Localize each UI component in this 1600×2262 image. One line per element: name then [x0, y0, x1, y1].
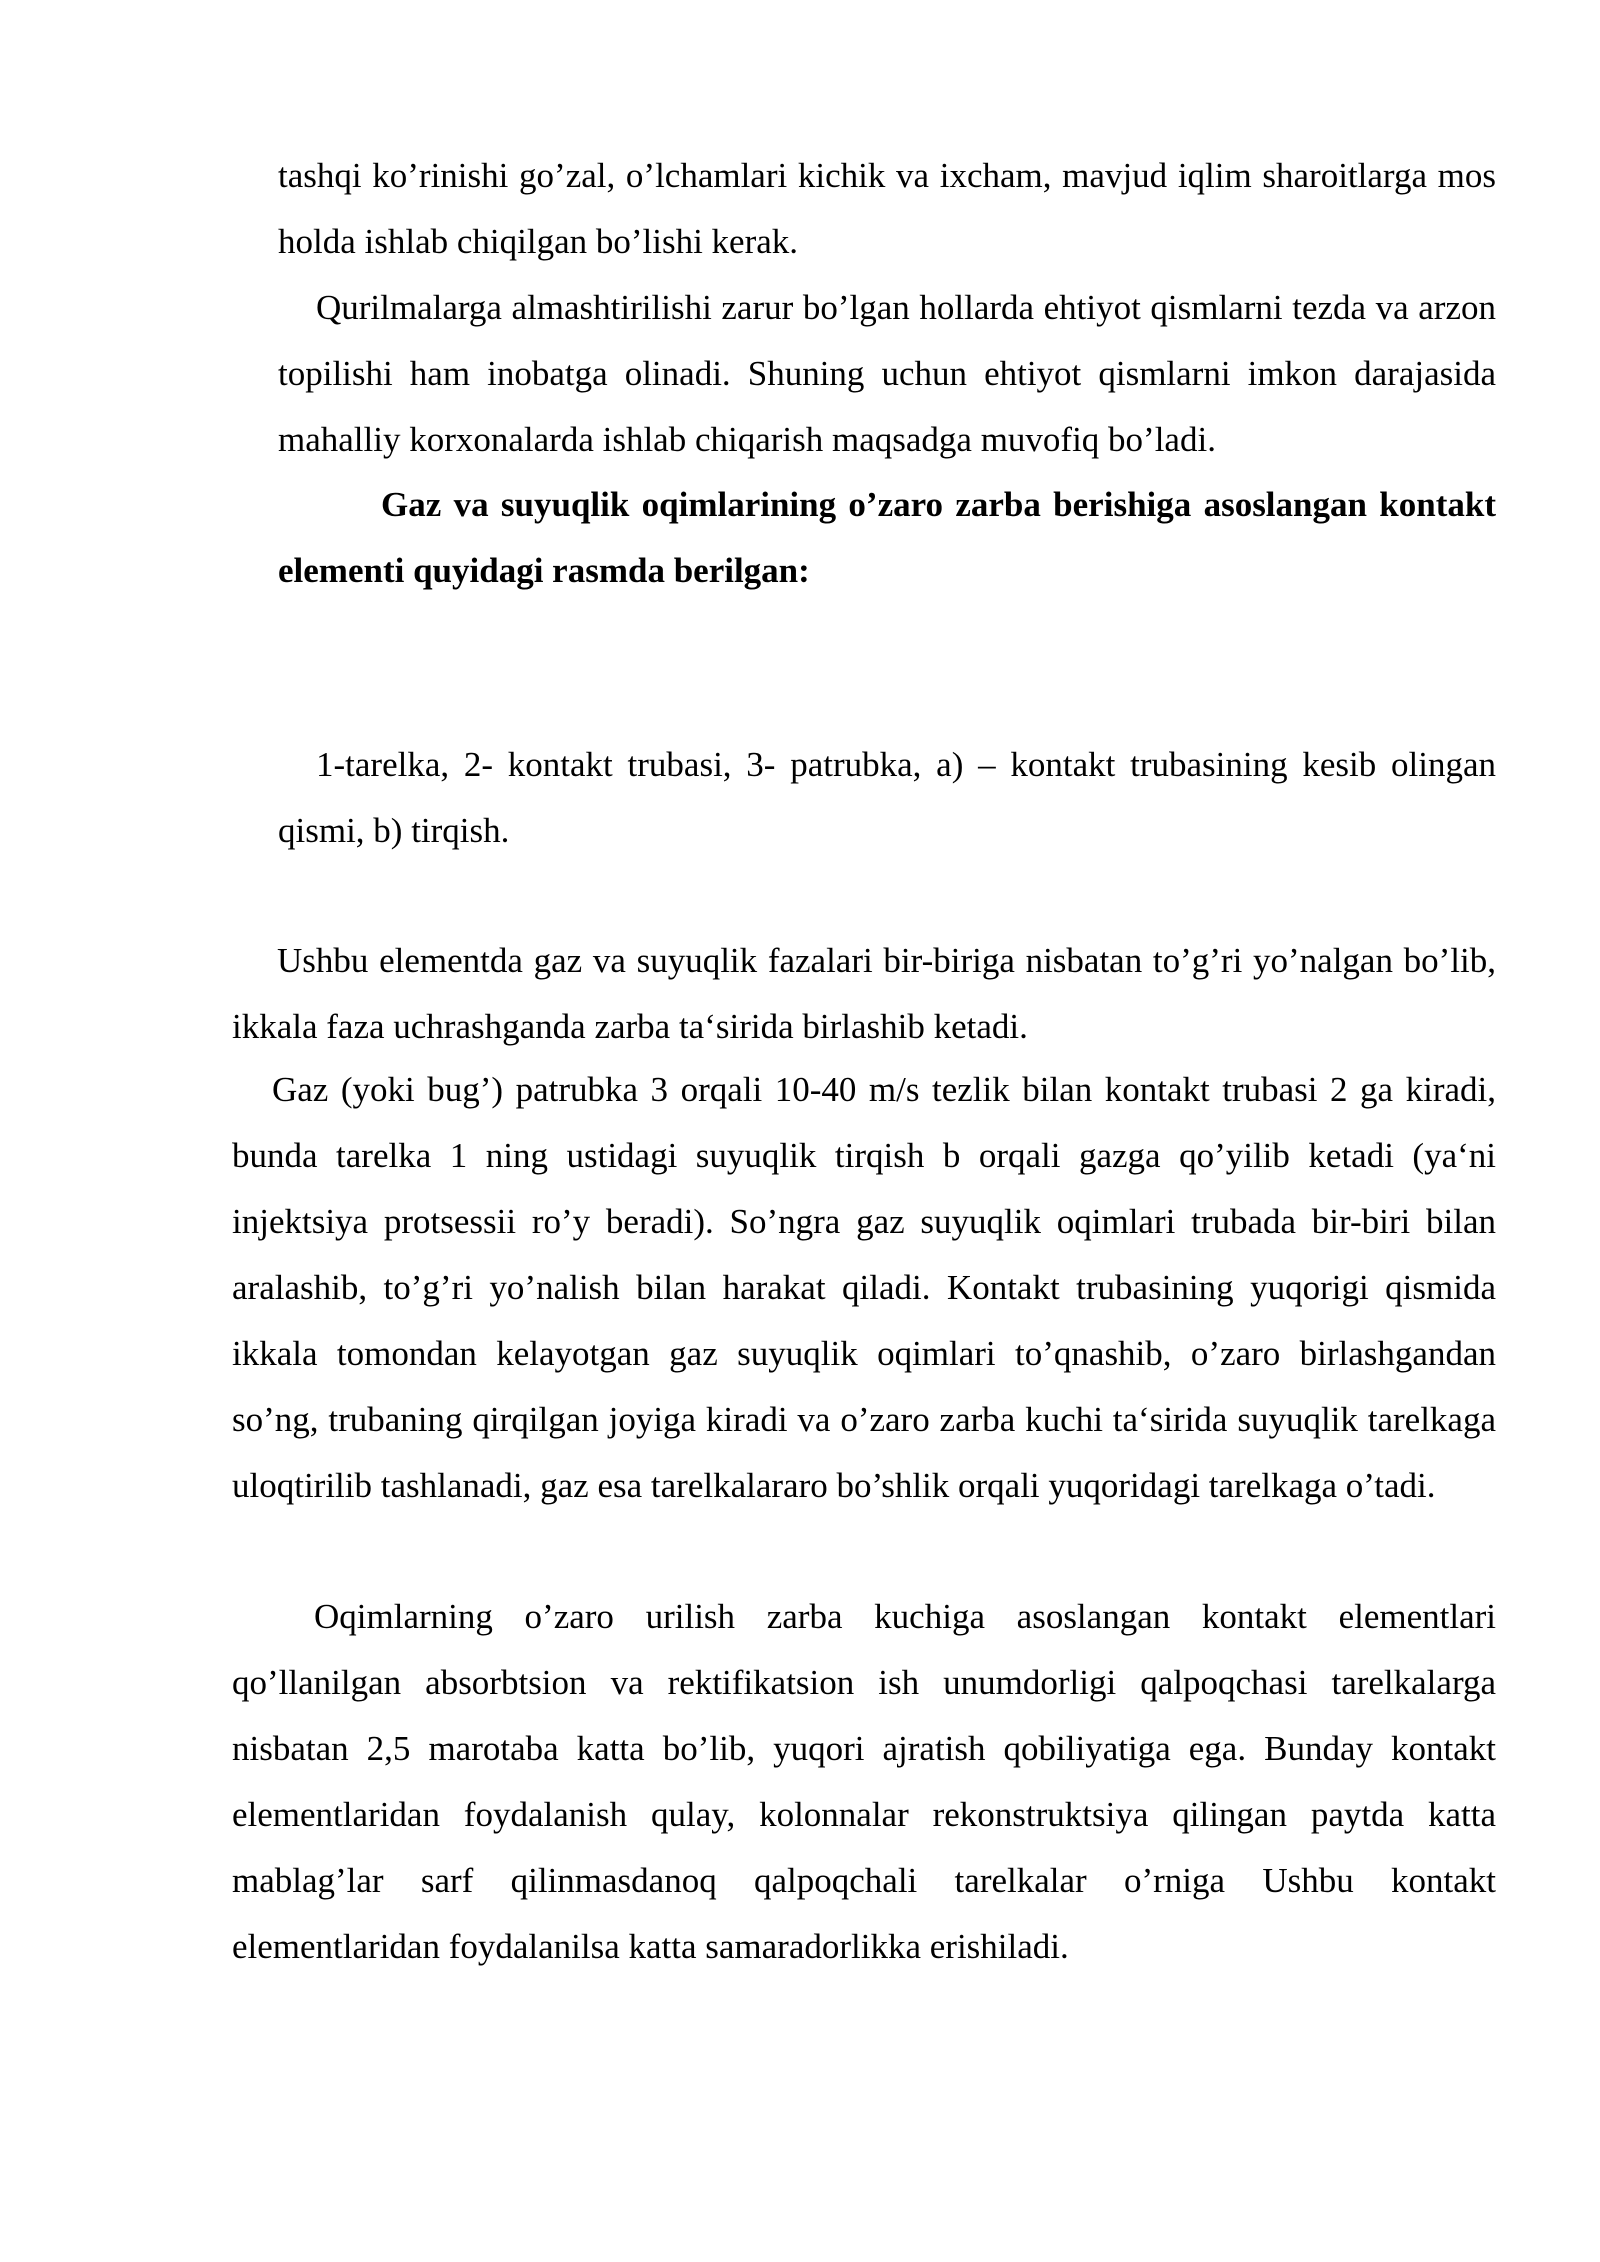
paragraph-gas-flow-process: Gaz (yoki bug’) patrubka 3 orqali 10-40 m/s tezlik bilan kontakt trubasi 2 ga kiradi, bunda tarelka 1 ning ustidagi suyuqlik tirqish b orqali gazga qo’yilib ketadi (ya‘ni injektsiya protsessii ro’y beradi). So’ngra gaz suyuqlik oqimlari trubada bir-biri bilan aralashib, to’g’ri yo’nalish bilan harakat qiladi. Kontakt trubasining yuqorigi qismida ikkala tomondan kelayotgan gaz suyuqlik oqimlari to’qnashib, o’zaro birlashgandan so’ng, trubaning qirqilgan joyiga kiradi va o’zaro zarba kuchi ta‘sirida suyuqlik tarelkaga uloqtirilib tashlanadi, gaz esa tarelkalararo bo’shlik orqali yuqoridagi tarelkaga o’tadi.: [232, 1070, 1496, 1505]
paragraph-spare-parts: Qurilmalarga almashtirilishi zarur bo’lgan hollarda ehtiyot qismlarni tezda va arzon topilishi ham inobatga olinadi. Shuning uchun ehtiyot qismlarni imkon darajasida mahalliy korxonalarda ishlab chiqarish maqsadga muvofiq bo’ladi.: [278, 288, 1496, 459]
paragraph-phase-direction: Ushbu elementda gaz va suyuqlik fazalari bir-biriga nisbatan to’g’ri yo’nalgan bo’lib, ikkala faza uchrashganda zarba ta‘sirida birlashib ketadi.: [232, 941, 1496, 1046]
paragraph-efficiency: Oqimlarning o’zaro urilish zarba kuchiga asoslangan kontakt elementlari qo’llanilgan absorbtsion va rektifikatsion ish unumdorligi qalpoqchasi tarelkalarga nisbatan 2,5 marotaba katta bo’lib, yuqori ajratish qobiliyatiga ega. Bunday kontakt elementlaridan foydalanish qulay, kolonnalar rekonstruktsiya qilingan paytda katta mablag’lar sarf qilinmasdanoq qalpoqchali tarelkalar o’rniga Ushbu kontakt elementlaridan foydalanilsa katta samaradorlikka erishiladi.: [232, 1597, 1496, 1966]
figure-placeholder: [278, 615, 1496, 725]
paragraph-requirements-end: tashqi ko’rinishi go’zal, o’lchamlari kichik va ixcham, mavjud iqlim sharoitlarga mos holda ishlab chiqilgan bo’lishi kerak.: [278, 156, 1496, 261]
figure-caption: 1-tarelka, 2- kontakt trubasi, 3- patrubka, a) – kontakt trubasining kesib olingan qismi, b) tirqish.: [278, 745, 1496, 850]
section-heading-contact-element: Gaz va suyuqlik oqimlarining o’zaro zarba berishiga asoslangan kontakt elementi quyidagi rasmda berilgan:: [278, 485, 1496, 590]
